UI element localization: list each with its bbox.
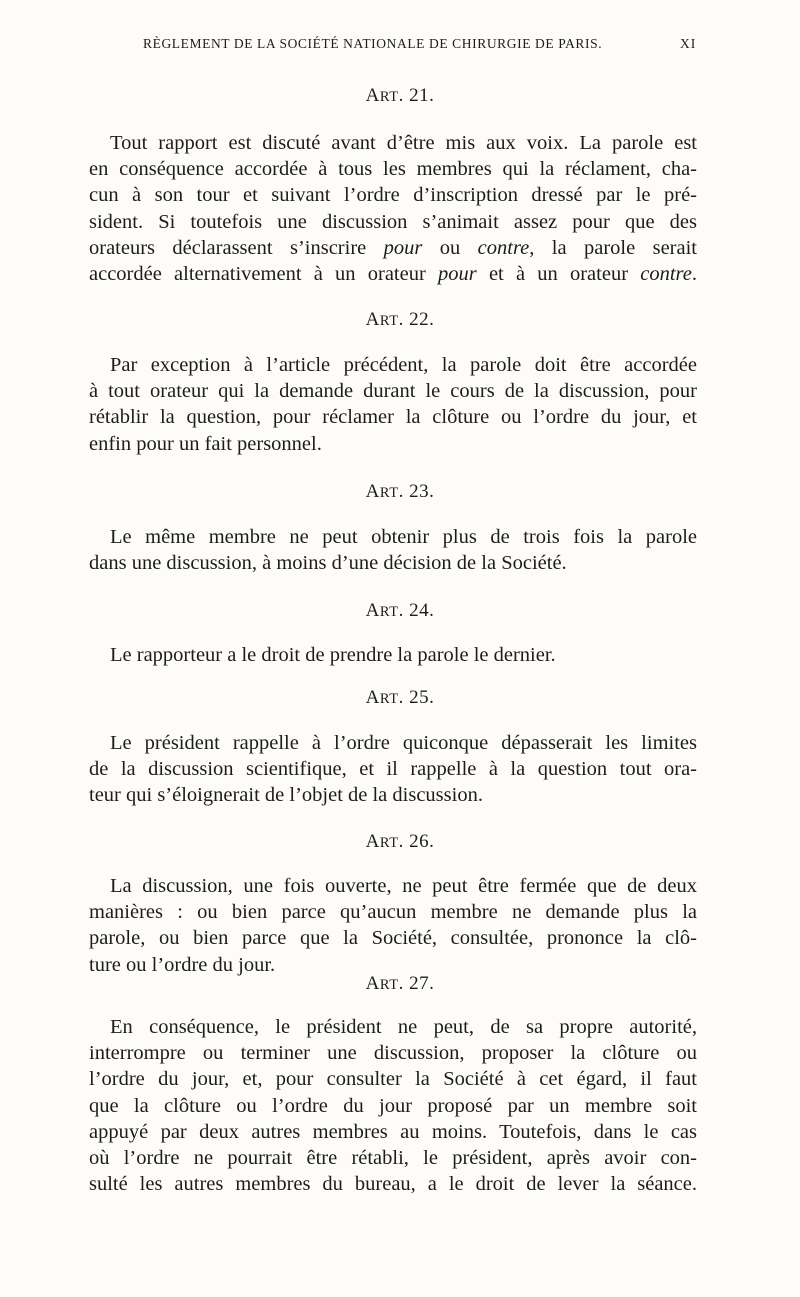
article-body (89, 524, 697, 576)
text-line: cun à son tour et suivant l’ordre d’inscription dressé par le pré- (89, 184, 697, 207)
article-body (89, 1014, 697, 1197)
running-header (0, 32, 800, 56)
text-line: en conséquence accordée à tous les membres qui la réclament, cha- (89, 158, 697, 181)
page-number: XI (680, 36, 697, 51)
text-line: interrompre ou terminer une discussion, proposer la clôture ou (89, 1042, 697, 1065)
text-line: l’ordre du jour, et, pour consulter la Société à cet égard, il faut (89, 1068, 697, 1091)
text-line: Le rapporteur a le droit de prendre la parole le dernier. (110, 644, 556, 666)
text-line: parole, ou bien parce que la Société, consultée, prononce la clô- (89, 927, 697, 950)
text-line: enfin pour un fait personnel. (89, 432, 322, 455)
text-line: à tout orateur qui la demande durant le cours de la discussion, pour (89, 380, 697, 403)
article-heading: ART. 24. (365, 600, 435, 621)
text-line: Tout rapport est discuté avant d’être mis aux voix. La parole est (110, 132, 697, 154)
text-line: manières : ou bien parce qu’aucun membre ne demande plus la (89, 901, 697, 924)
text-line: où l’ordre ne pourrait être rétabli, le président, après avoir con- (89, 1147, 697, 1170)
text-line: Le même membre ne peut obtenir plus de trois fois la parole (110, 526, 697, 548)
text-line: ture ou l’ordre du jour. (89, 953, 276, 976)
text-line: de la discussion scientifique, et il rappelle à la question tout ora- (89, 758, 697, 781)
article-heading: ART. 23. (365, 481, 435, 502)
article-body (89, 130, 697, 287)
text-line: dans une discussion, à moins d’une décision de la Société. (89, 552, 567, 575)
article-body (89, 352, 697, 457)
article-heading: ART. 22. (365, 309, 435, 330)
article-heading: ART. 26. (365, 831, 435, 852)
text-line: que la clôture ou l’ordre du jour proposé par un membre soit (89, 1094, 697, 1117)
article-heading: ART. 27. (365, 973, 435, 994)
text-line: Par exception à l’article précédent, la parole doit être accordée (110, 354, 697, 376)
article-body (89, 642, 697, 668)
text-line: La discussion, une fois ouverte, ne peut être fermée que de deux (110, 875, 697, 897)
article-body (89, 873, 697, 978)
text-line: Le président rappelle à l’ordre quiconque dépasserait les limites (110, 732, 697, 754)
text-line: orateurs déclarassent s’inscrire pour ou contre, la parole serait (89, 236, 697, 259)
running-title: RÈGLEMENT DE LA SOCIÉTÉ NATIONALE DE CHIRURGIE DE PARIS. (143, 36, 603, 51)
text-line: teur qui s’éloignerait de l’objet de la discussion. (89, 784, 483, 807)
text-line: appuyé par deux autres membres au moins. Toutefois, dans le cas (89, 1120, 697, 1143)
text-line: sulté les autres membres du bureau, a le droit de lever la séance. (89, 1173, 697, 1196)
article-heading: ART. 25. (365, 687, 435, 708)
text-line: En conséquence, le président ne peut, de sa propre autorité, (110, 1016, 697, 1038)
text-line: sident. Si toutefois une discussion s’animait assez pour que des (89, 210, 697, 233)
article-heading: ART. 21. (365, 85, 435, 106)
text-line: accordée alternativement à un orateur pour et à un orateur contre. (89, 263, 697, 286)
text-line: rétablir la question, pour réclamer la clôture ou l’ordre du jour, et (89, 406, 697, 429)
article-body (89, 730, 697, 809)
